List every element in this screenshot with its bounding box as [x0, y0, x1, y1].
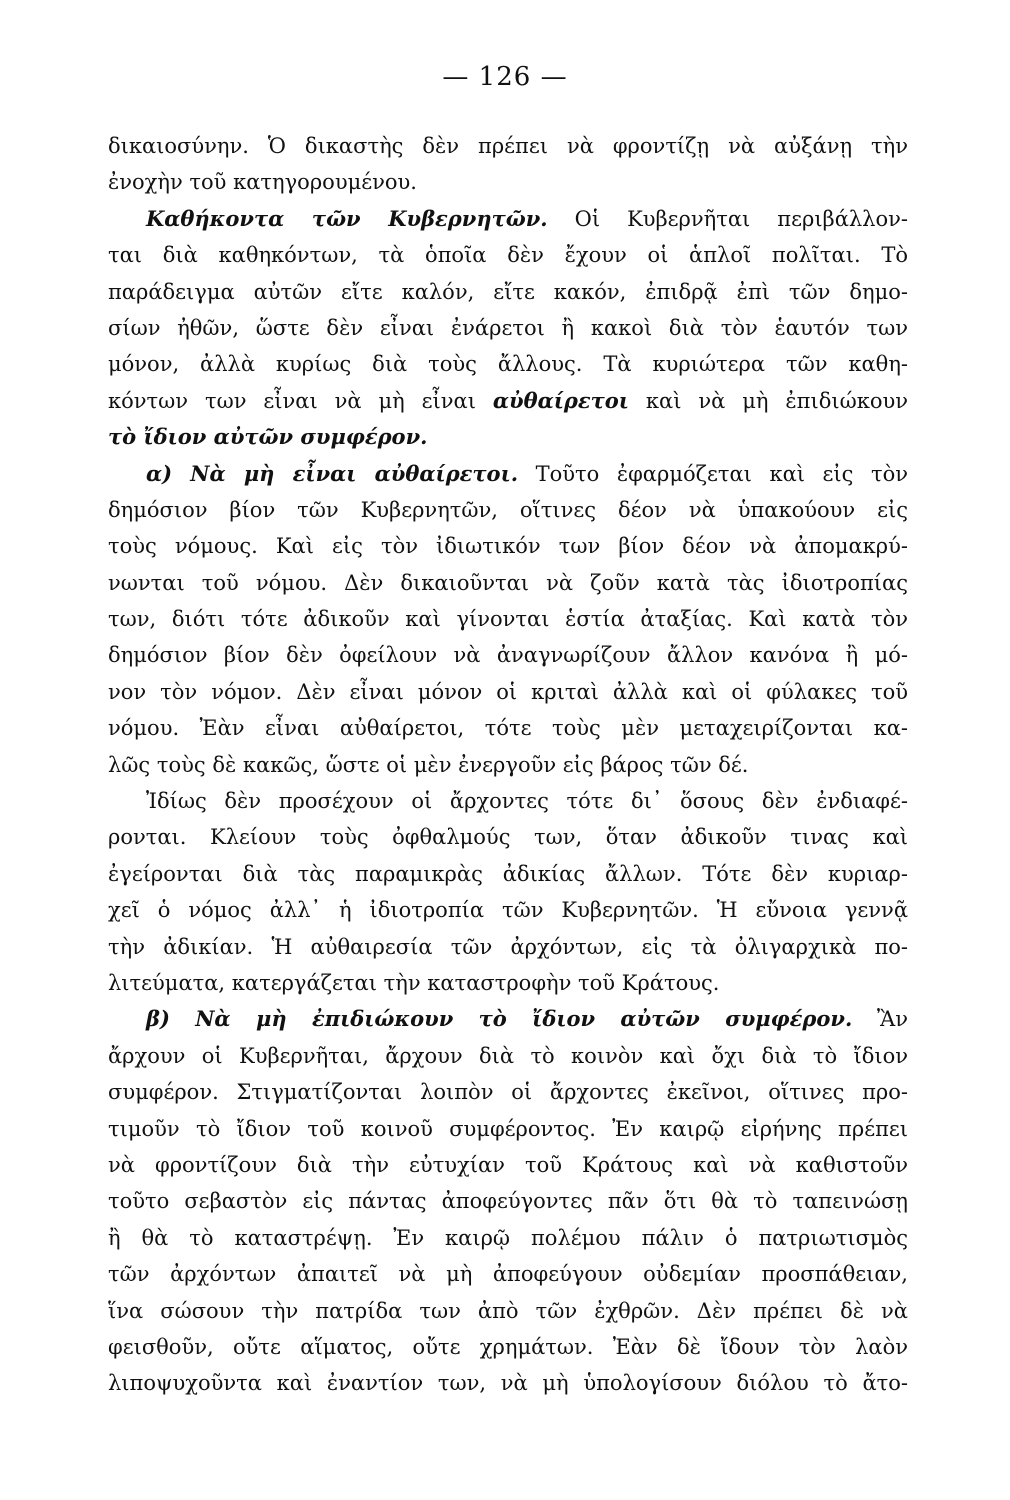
text-line: μόνον, ἀλλὰ κυρίως διὰ τοὺς ἄλλους. Τὰ κυριώτερα τῶν καθη- — [108, 352, 908, 377]
section-heading: Καθήκοντα τῶν Κυβερνητῶν. — [146, 205, 548, 231]
text-line: χεῖ ὁ νόμος ἀλλ᾽ ἡ ἰδιοτροπία τῶν Κυβερνητῶν. Ἡ εὔνοια γεννᾷ — [108, 898, 908, 923]
text-line: τιμοῦν τὸ ἴδιον τοῦ κοινοῦ συμφέροντος. Ἐν καιρῷ εἰρήνης πρέπει — [108, 1116, 908, 1141]
text-line: λιποψυχοῦντα καὶ ἐναντίον των, νὰ μὴ ὑπολογίσουν διόλου τὸ ἄτο- — [108, 1371, 908, 1396]
text-line: δημόσιον βίον τῶν Κυβερνητῶν, οἵτινες δέον νὰ ὑπακούουν εἰς — [108, 497, 908, 522]
text-line: τῶν ἀρχόντων ἀπαιτεῖ νὰ μὴ ἀποφεύγουν οὐδεμίαν προσπάθειαν, — [108, 1262, 908, 1287]
body-text — [108, 128, 908, 1402]
section-heading: α) Νὰ μὴ εἶναι αὐθαίρετοι. — [146, 460, 519, 486]
text-line: ἢ θὰ τὸ καταστρέψῃ. Ἐν καιρῷ πολέμου πάλιν ὁ πατριωτισμὸς — [108, 1225, 908, 1250]
text-line — [108, 419, 908, 455]
text-line: δικαιοσύνην. Ὁ δικαστὴς δὲν πρέπει νὰ φροντίζῃ νὰ αὐξάνῃ τὴν — [108, 134, 908, 158]
text-line: κόντων των εἶναι νὰ μὴ εἶναι αὐθαίρετοι καὶ νὰ μὴ ἐπιδιώκουν — [108, 387, 908, 413]
text-line: σίων ἠθῶν, ὥστε δὲν εἶναι ἐνάρετοι ἢ κακοὶ διὰ τὸν ἑαυτόν των — [108, 315, 908, 340]
text-line: συμφέρον. Στιγματίζονται λοιπὸν οἱ ἄρχοντες ἐκεῖνοι, οἵτινες προ- — [108, 1080, 908, 1105]
section-heading-line: Καθήκοντα τῶν Κυβερνητῶν. Οἱ Κυβερνῆται περιβάλλον- — [146, 205, 908, 231]
text-line: ρονται. Κλείουν τοὺς ὀφθαλμούς των, ὅταν ἀδικοῦν τινας καὶ — [108, 825, 908, 850]
section-heading-line: α) Νὰ μὴ εἶναι αὐθαίρετοι. Τοῦτο ἐφαρμόζεται καὶ εἰς τὸν — [146, 460, 908, 486]
text-line: τοὺς νόμους. Καὶ εἰς τὸν ἰδιωτικόν των βίον δέον νὰ ἀπομακρύ- — [108, 534, 908, 559]
text-line: ἐνοχὴν τοῦ κατηγορουμένου. — [108, 170, 417, 195]
text-line: των, διότι τότε ἀδικοῦν καὶ γίνονται ἑστία ἀταξίας. Καὶ κατὰ τὸν — [108, 607, 908, 632]
text-line: Ἰδίως δὲν προσέχουν οἱ ἄρχοντες τότε δι᾽ ὅσους δὲν ἐνδιαφέ- — [146, 789, 908, 814]
section-heading: β) Νὰ μὴ ἐπιδιώκουν τὸ ἴδιον αὐτῶν συμφέρον. — [146, 1006, 853, 1032]
text-line: λιτεύματα, κατεργάζεται τὴν καταστροφὴν τοῦ Κράτους. — [108, 970, 720, 995]
text-line: νὰ φροντίζουν διὰ τὴν εὐτυχίαν τοῦ Κράτους καὶ νὰ καθιστοῦν — [108, 1152, 908, 1177]
text-line: νωνται τοῦ νόμου. Δὲν δικαιοῦνται νὰ ζοῦν κατὰ τὰς ἰδιοτροπίας — [108, 570, 908, 595]
text-line: ἄρχουν οἱ Κυβερνῆται, ἄρχουν διὰ τὸ κοινὸν καὶ ὄχι διὰ τὸ ἴδιον — [108, 1043, 908, 1068]
text-line: δημόσιον βίον δὲν ὀφείλουν νὰ ἀναγνωρίζουν ἄλλον κανόνα ἢ μό- — [108, 643, 908, 668]
text-line: νον τὸν νόμον. Δὲν εἶναι μόνον οἱ κριταὶ ἀλλὰ καὶ οἱ φύλακες τοῦ — [108, 679, 908, 704]
page-number: — 126 — — [442, 62, 568, 92]
emphasis: αὐθαίρετοι — [492, 387, 629, 413]
text-line: λῶς τοὺς δὲ κακῶς, ὥστε οἱ μὲν ἐνεργοῦν εἰς βάρος τῶν δέ. — [108, 752, 749, 777]
text-line: παράδειγμα αὐτῶν εἴτε καλόν, εἴτε κακόν, ἐπιδρᾷ ἐπὶ τῶν δημο- — [108, 279, 908, 304]
text-line: τοῦτο σεβαστὸν εἰς πάντας ἀποφεύγοντες πᾶν ὅτι θὰ τὸ ταπεινώσῃ — [108, 1189, 908, 1214]
text-line: ἐγείρονται διὰ τὰς παραμικρὰς ἀδικίας ἄλλων. Τότε δὲν κυριαρ- — [108, 861, 908, 886]
section-heading-line: β) Νὰ μὴ ἐπιδιώκουν τὸ ἴδιον αὐτῶν συμφέρον. Ἂν — [146, 1006, 908, 1032]
text-line: ται διὰ καθηκόντων, τὰ ὁποῖα δὲν ἔχουν οἱ ἁπλοῖ πολῖται. Τὸ — [108, 243, 908, 268]
text-line: τὴν ἀδικίαν. Ἡ αὐθαιρεσία τῶν ἀρχόντων, εἰς τὰ ὀλιγαρχικὰ πο- — [108, 934, 908, 959]
text-line: φεισθοῦν, οὔτε αἵματος, οὔτε χρημάτων. Ἐὰν δὲ ἴδουν τὸν λαὸν — [108, 1334, 908, 1359]
text-line: ἵνα σώσουν τὴν πατρίδα των ἀπὸ τῶν ἐχθρῶν. Δὲν πρέπει δὲ νὰ — [108, 1298, 908, 1323]
emphasis: τὸ ἴδιον αὐτῶν συμφέρον. — [108, 424, 428, 450]
text-line: νόμου. Ἐὰν εἶναι αὐθαίρετοι, τότε τοὺς μὲν μεταχειρίζονται κα- — [108, 716, 908, 741]
